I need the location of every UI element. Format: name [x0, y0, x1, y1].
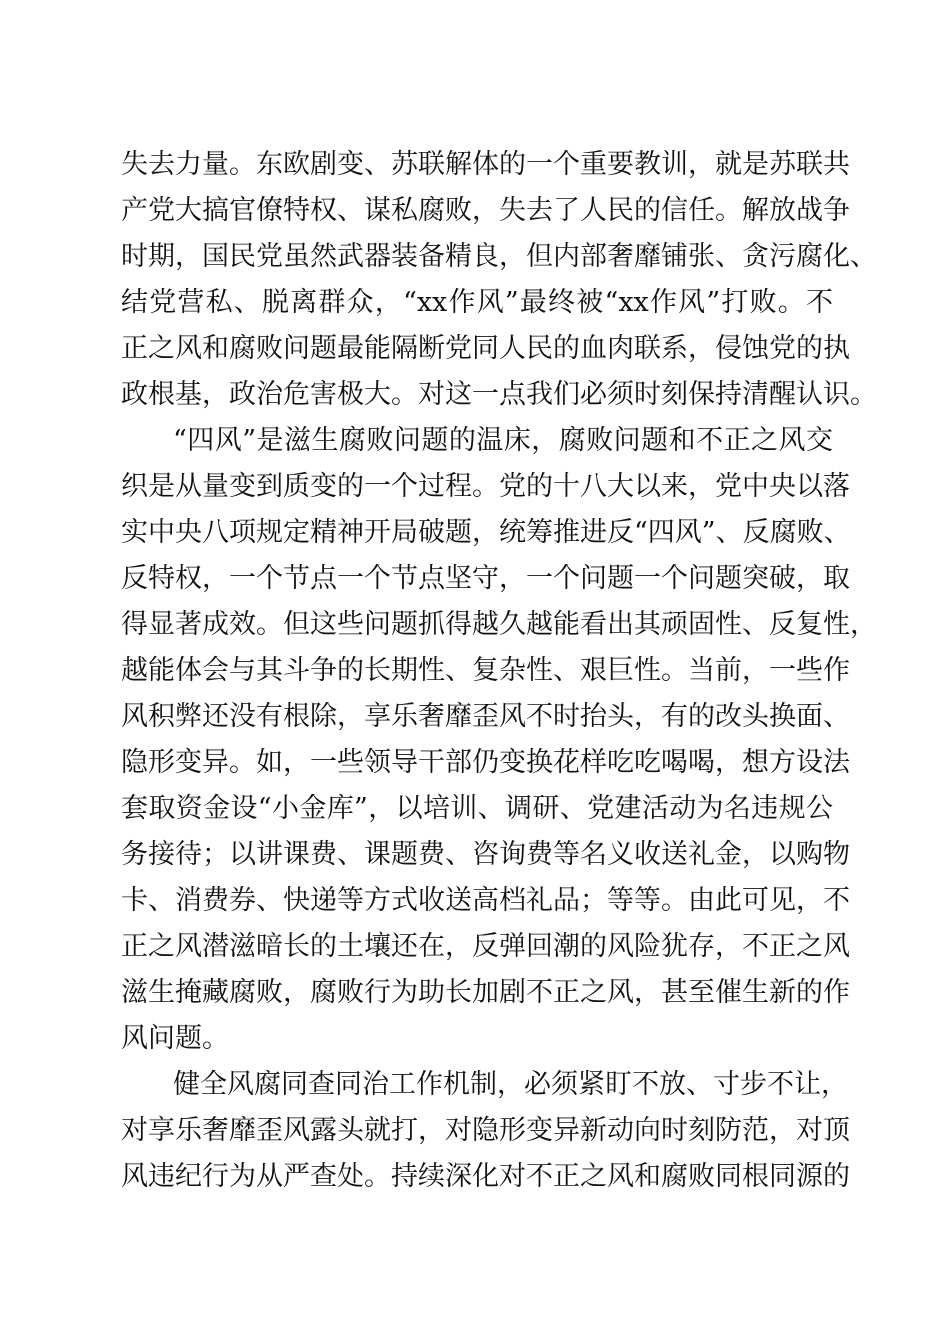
text-line: 越能体会与其斗争的长期性、复杂性、艰巨性。当前，一些作 — [121, 655, 850, 686]
text-line: 政根基，政治危害极大。对这一点我们必须时刻保持清醒认识。 — [121, 379, 877, 410]
text-line: 务接待；以讲课费、课题费、咨询费等名义收送礼金，以购物 — [121, 839, 850, 870]
paragraph-first-line: 健全风腐同查同治工作机制，必须紧盯不放、寸步不让， — [173, 1069, 848, 1100]
text-line: 隐形变异。如，一些领导干部仍变换花样吃吃喝喝，想方设法 — [121, 747, 850, 778]
text-line: 风问题。 — [121, 1023, 229, 1054]
text-line: 失去力量。东欧剧变、苏联解体的一个重要教训，就是苏联共 — [121, 149, 850, 180]
text-line: 风积弊还没有根除，享乐奢靡歪风不时抬头，有的改头换面、 — [121, 701, 850, 732]
text-line: 正之风潜滋暗长的土壤还在，反弹回潮的风险犹存，不正之风 — [121, 931, 850, 962]
text-line: 结党营私、脱离群众，“xx作风”最终被“xx作风”打败。不 — [121, 287, 833, 318]
text-line: 对享乐奢靡歪风露头就打，对隐形变异新动向时刻防范，对顶 — [121, 1115, 850, 1146]
text-line: 滋生掩藏腐败，腐败行为助长加剧不正之风，甚至催生新的作 — [121, 977, 850, 1008]
text-line: 风违纪行为从严查处。持续深化对不正之风和腐败同根同源的 — [121, 1161, 850, 1192]
text-line: 反特权，一个节点一个节点坚守，一个问题一个问题突破，取 — [121, 563, 850, 594]
text-line: 产党大搞官僚特权、谋私腐败，失去了人民的信任。解放战争 — [121, 195, 850, 226]
text-line: 卡、消费券、快递等方式收送高档礼品；等等。由此可见，不 — [121, 885, 850, 916]
text-line: 织是从量变到质变的一个过程。党的十八大以来，党中央以落 — [121, 471, 850, 502]
text-line: 时期，国民党虽然武器装备精良，但内部奢靡铺张、贪污腐化、 — [121, 241, 877, 272]
text-line: 实中央八项规定精神开局破题，统筹推进反“四风”、反腐败、 — [121, 517, 851, 548]
paragraph-first-line: “四风”是滋生腐败问题的温床，腐败问题和不正之风交 — [173, 425, 833, 456]
text-line: 套取资金设“小金库”，以培训、调研、党建活动为名违规公 — [121, 793, 833, 824]
text-line: 正之风和腐败问题最能隔断党同人民的血肉联系，侵蚀党的执 — [121, 333, 850, 364]
text-line: 得显著成效。但这些问题抓得越久越能看出其顽固性、反复性， — [121, 609, 877, 640]
